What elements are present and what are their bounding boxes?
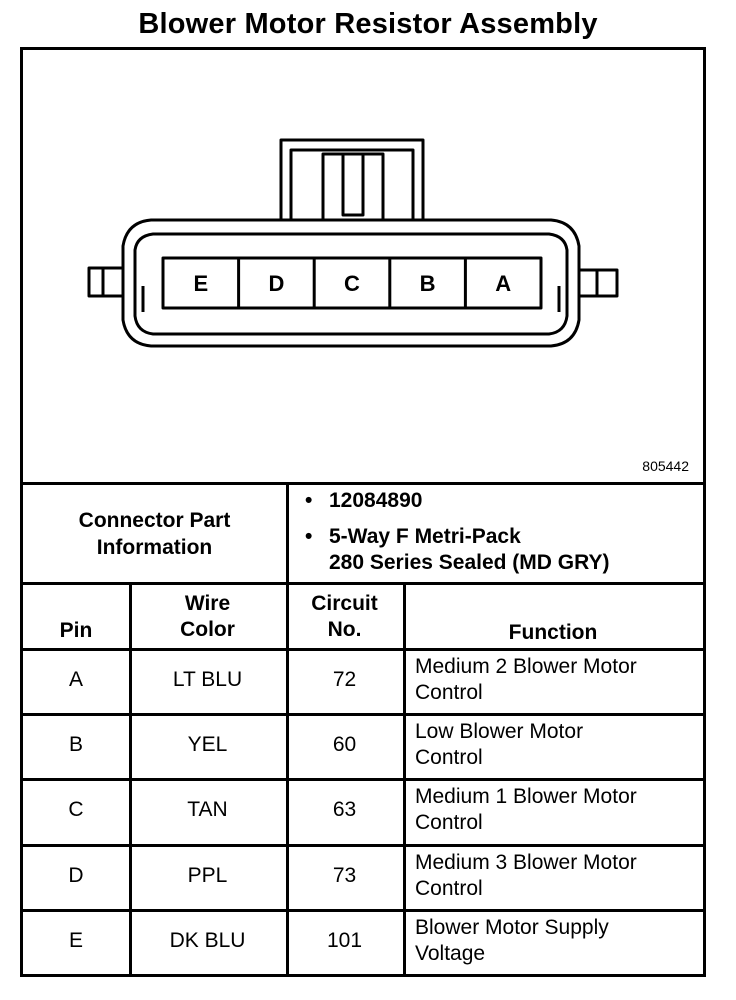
divider: [23, 648, 703, 651]
function-cell: Medium 3 Blower Motor Control: [415, 850, 637, 900]
connector-part-info-label: Connector Part Information: [78, 508, 231, 559]
function-cell: Blower Motor Supply Voltage: [415, 915, 609, 965]
list-item: • 12084890: [305, 489, 423, 512]
page-title: Blower Motor Resistor Assembly: [138, 8, 598, 40]
circuit-cell: 60: [332, 733, 357, 757]
left-ear: [89, 268, 123, 296]
header-pin: Pin: [59, 619, 93, 642]
pin-cell: E: [68, 928, 83, 952]
pin-label-d: D: [268, 271, 285, 296]
latch-inner: [291, 150, 413, 220]
wire-color-cell: PPL: [187, 863, 228, 887]
pin-cell: D: [68, 863, 84, 887]
wire-color-cell: DK BLU: [169, 928, 246, 952]
header-function: Function: [508, 621, 598, 644]
divider: [23, 582, 703, 585]
wire-color-cell: YEL: [187, 733, 228, 757]
row-divider: [23, 909, 703, 912]
circuit-cell: 63: [332, 798, 357, 822]
wire-color-cell: LT BLU: [172, 668, 243, 691]
pin-label-e: E: [193, 271, 209, 296]
pin-label-c: C: [344, 271, 360, 296]
header-wire-color: Wire Color: [180, 592, 235, 641]
latch-post: [343, 154, 363, 215]
function-cell: Low Blower Motor Control: [415, 720, 584, 770]
function-cell: Medium 1 Blower Motor Control: [415, 785, 637, 835]
pin-cell: B: [68, 733, 83, 757]
pin-cell: C: [68, 798, 84, 822]
circuit-cell: 72: [332, 668, 357, 691]
latch-outer: [281, 140, 423, 220]
circuit-cell: 101: [326, 928, 363, 952]
pin-cell: A: [68, 668, 83, 691]
wire-color-cell: TAN: [187, 798, 228, 822]
pin-label-b: B: [419, 271, 436, 296]
latch-tab: [323, 154, 383, 220]
header-circuit-no: Circuit No.: [311, 592, 378, 641]
circuit-cell: 73: [332, 863, 357, 887]
divider: [286, 482, 289, 582]
row-divider: [23, 844, 703, 847]
diagram-frame: [20, 47, 706, 977]
connector-illustration: [23, 50, 703, 482]
list-item: • 5-Way F Metri-Pack 280 Series Sealed (MD GRY): [305, 525, 610, 574]
figure-number: 805442: [642, 458, 689, 474]
row-divider: [23, 778, 703, 781]
pin-label-a: A: [495, 271, 512, 296]
row-divider: [23, 713, 703, 716]
pin-row: [193, 258, 511, 308]
connector-drawing: [23, 50, 703, 482]
connector-part-info-list: [305, 488, 709, 586]
function-cell: Medium 2 Blower Motor Control: [415, 655, 637, 704]
